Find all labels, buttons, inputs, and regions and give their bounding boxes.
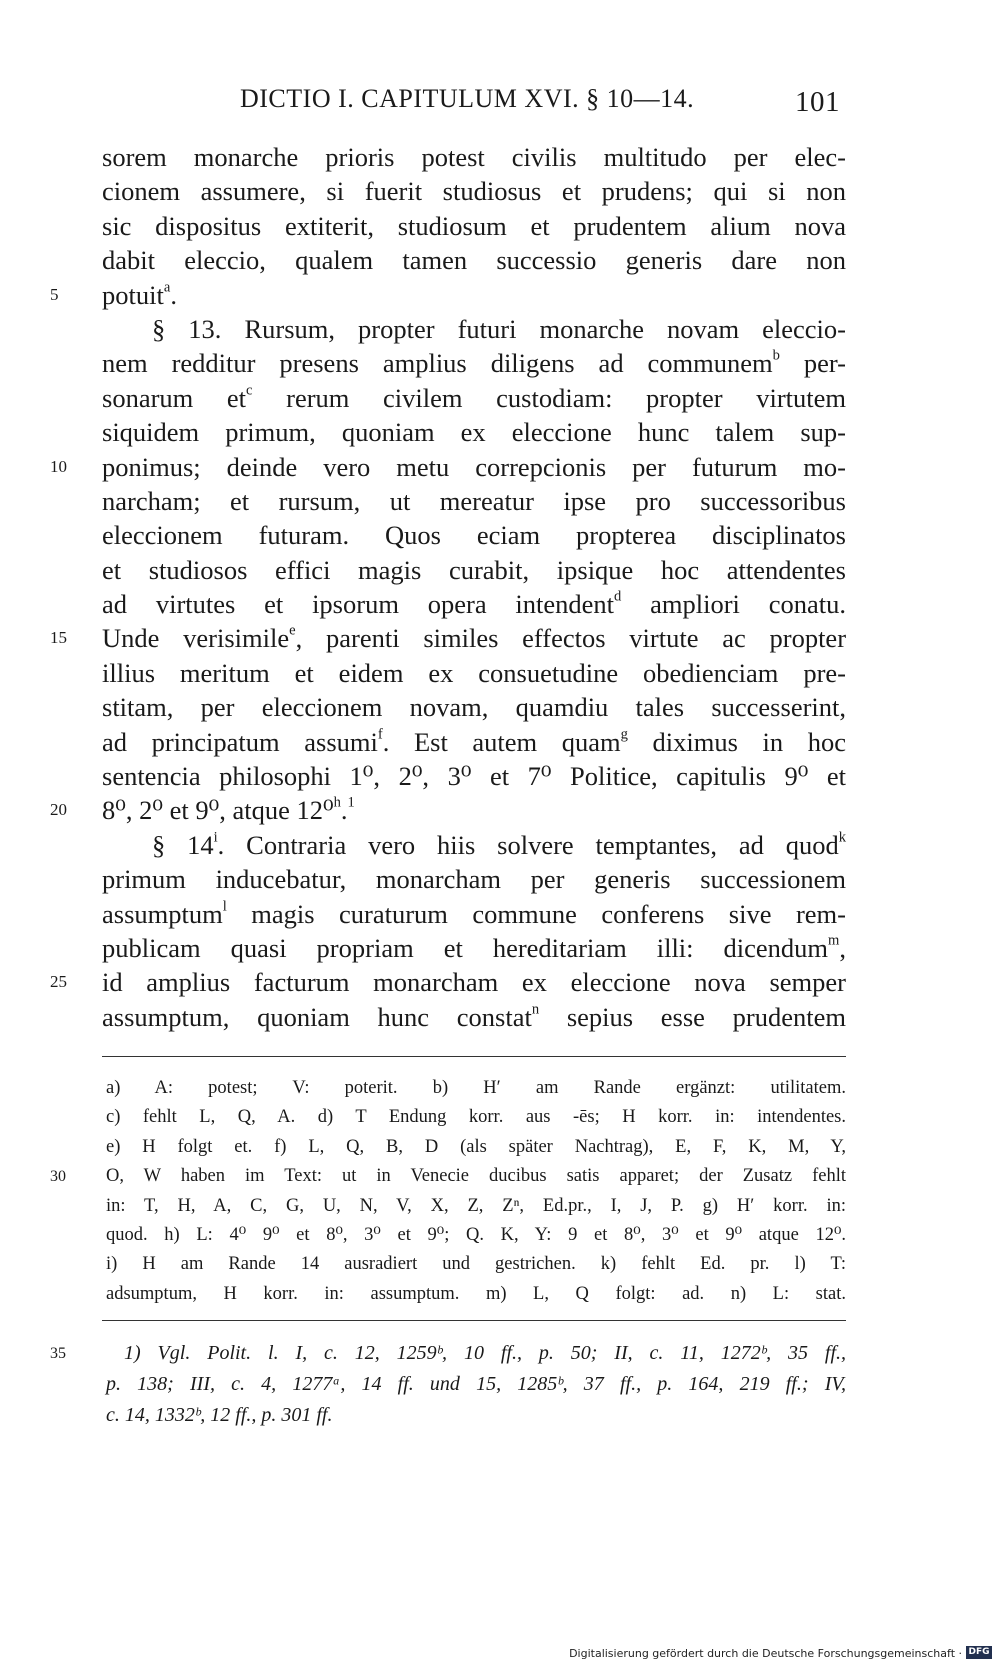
text-line: stitam, per eleccionem novam, quamdiu tales successerint, (102, 692, 846, 723)
apparatus-mark: f (377, 726, 383, 743)
text-line: ad virtutes et ipsorum opera intendent$^d$ ampliori conatu. (102, 588, 846, 620)
running-title: DICTIO I. CAPITULUM XVI. § 10—14. (240, 84, 695, 113)
text-line: 10 ponimus; deinde vero metu correpcionis per futurum mo- (102, 450, 846, 484)
line-number: 20 (50, 800, 67, 820)
digitization-footer (569, 1644, 992, 1664)
text-line: sentencia philosophi 1⁰, 2⁰, 3⁰ et 7⁰ Politice, capitulis 9⁰ et (102, 761, 846, 792)
apparatus-mark: n (531, 1001, 540, 1018)
text-line: ad principatum assumi$^f$. Est autem quam$^g$ diximus in hoc (102, 726, 846, 757)
apparatus-mark: a (163, 279, 171, 296)
apparatus-mark: c (246, 382, 253, 399)
apparatus-line: in: T, H, A, C, G, U, N, V, X, Z, Zⁿ, Ed.pr., I, J, P. g) H′ korr. in: (106, 1195, 846, 1216)
text-line: sonarum $et^c$ rerum civilem custodiam: propter virtutem (102, 382, 846, 413)
divider-rule (102, 1056, 846, 1057)
paragraph-14-start: § 14$^i$. Contraria vero hiis solvere temptantes, ad quod$^k$ (152, 829, 846, 860)
text-line: dabit eleccio, qualem tamen successio generis dare non (102, 245, 846, 276)
text-line: nem redditur presens amplius diligens ad communem$^b$ per- (102, 347, 847, 379)
text-line: publicam quasi propriam et hereditariam illi: dicendum$^m$, (102, 932, 846, 963)
apparatus-line: adsumptum, H korr. in: assumptum. m) L, Q folgt: ad. n) L: stat. (106, 1283, 846, 1304)
reference-line: p. 138; III, c. 4, 1277ᵃ, 14 ff. und 15, 1285ᵇ, 37 ff., p. 164, 219 ff.; IV, (106, 1373, 846, 1395)
text-line: primum inducebatur, monarcham per generis successionem (102, 864, 846, 895)
reference-line: 35 1) Vgl. Polit. l. I, c. 12, 1259ᵇ, 10 ff., p. 50; II, c. 11, 1272ᵇ, 35 ff., (106, 1338, 846, 1369)
text-line: 20 8⁰, 2⁰ et 9⁰, atque 12⁰$^h$.$^1$ (102, 793, 846, 827)
text-line: sorem monarche prioris potest civilis multitudo per elec- (102, 142, 846, 172)
apparatus-mark: h (333, 795, 341, 812)
apparatus-mark: e (289, 623, 296, 640)
apparatus-mark: m (828, 932, 840, 949)
line-number: 35 (50, 1345, 66, 1362)
divider-rule (102, 1320, 846, 1321)
apparatus-line: 30 O, W haben im Text: ut in Venecie ducibus satis apparet; der Zusatz fehlt (106, 1162, 846, 1191)
apparatus-mark: g (620, 726, 628, 743)
text-line: siquidem primum, quoniam ex eleccione hunc talem sup- (102, 417, 846, 448)
text-line: 25 id amplius facturum monarcham ex eleccione nova semper (102, 965, 846, 999)
text-line: narcham; et rursum, ut mereatur ipse pro successoribus (102, 485, 846, 516)
reference-notes (50, 1338, 846, 1431)
main-text (50, 140, 847, 1034)
funding-credit: Digitalisierung gefördert durch die Deutsche Forschungsgemeinschaft · (569, 1647, 962, 1660)
line-number: 15 (50, 628, 67, 648)
apparatus-line: i) H am Rande 14 ausradiert und gestrichen. k) fehlt Ed. pr. l) T: (106, 1254, 846, 1275)
apparatus-mark: d (614, 588, 622, 605)
text-line: et studiosos effici magis curabit, ipsique hoc attendentes (102, 554, 846, 585)
apparatus-line: c) fehlt L, Q, A. d) T Endung korr. aus -ēs; H korr. in: intendentes. (106, 1107, 846, 1128)
text-line: eleccionem futuram. Quos eciam propterea disciplinatos (102, 520, 846, 551)
apparatus-line: quod. h) L: 4⁰ 9⁰ et 8⁰, 3⁰ et 9⁰; Q. K, Y: 9 et 8⁰, 3⁰ et 9⁰ atque 12⁰. (106, 1224, 846, 1245)
reference-line: c. 14, 1332ᵇ, 12 ff., p. 301 ff. (106, 1404, 333, 1426)
apparatus-mark: k (838, 829, 846, 846)
reference-mark: 1 (347, 795, 355, 812)
line-number: 10 (50, 456, 67, 476)
page-number: 101 (795, 86, 840, 118)
apparatus-mark: i (213, 829, 218, 846)
line-number: 30 (50, 1168, 66, 1186)
critical-apparatus (50, 1074, 846, 1309)
apparatus-mark: l (222, 898, 227, 915)
apparatus-line: a) A: potest; V: poterit. b) H′ am Rande ergänzt: utilitatem. (106, 1078, 846, 1098)
paragraph-13-start: § 13. Rursum, propter futuri monarche novam eleccio- (152, 313, 846, 344)
apparatus-mark: b (772, 347, 780, 364)
dfg-logo: DFG (966, 1646, 992, 1659)
text-line: sic dispositus extiterit, studiosum et prudentem alium nova (102, 210, 846, 241)
text-line: illius meritum et eidem ex consuetudine obedienciam pre- (102, 657, 846, 688)
text-line: 5 potuit$^a$. (102, 278, 846, 312)
line-number: 5 (50, 284, 59, 304)
text-line: assumptum, quoniam hunc constat$^n$ sepius esse prudentem (102, 1001, 846, 1032)
text-line: cionem assumere, si fuerit studiosus et prudens; qui si non (102, 176, 846, 207)
page-header (240, 80, 840, 120)
apparatus-line: e) H folgt et. f) L, Q, B, D (als später Nachtrag), E, F, K, M, Y, (106, 1136, 846, 1157)
text-line: assumptum$^l$ magis curaturum commune conferens sive rem- (102, 898, 846, 929)
text-line: 15 Unde verisimile$^e$, parenti similes effectos virtute ac propter (102, 621, 846, 655)
line-number: 25 (50, 972, 67, 992)
